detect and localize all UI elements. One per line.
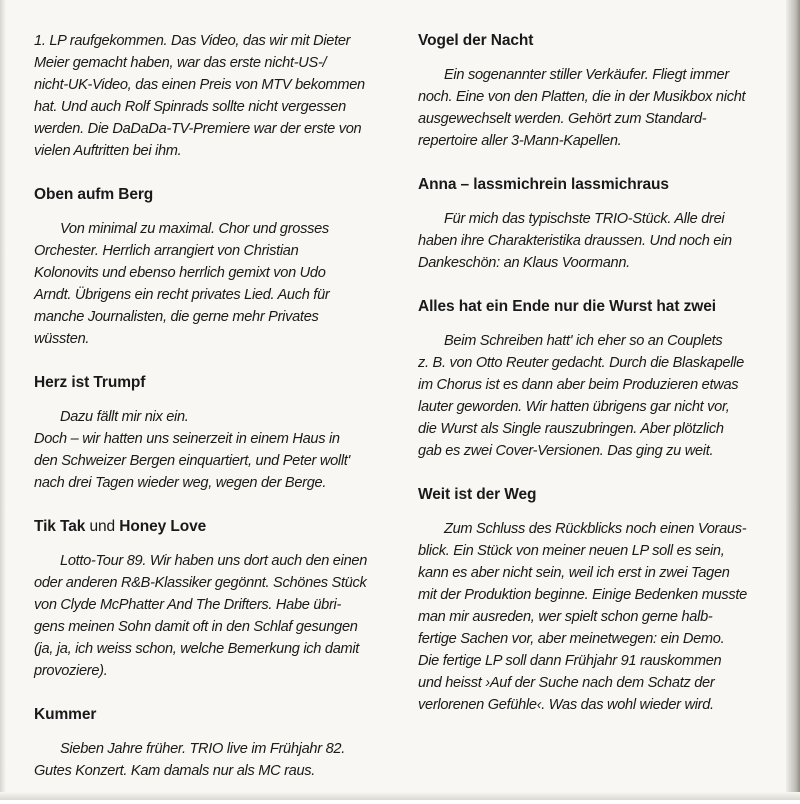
text-line: kann es aber nicht sein, weil ich erst in zwei Tagen <box>418 565 730 581</box>
intro-line: werden. Die DaDaDa-TV-Premiere war der erste von <box>34 121 362 137</box>
title-part-tik-tak: Tik Tak <box>34 518 86 535</box>
text-line: Lotto-Tour 89. Wir haben uns dort auch den einen <box>60 553 368 569</box>
text-line: verlorenen Gefühle‹. Was das wohl wieder wird. <box>418 697 714 713</box>
page-edge-left <box>0 0 6 800</box>
song-title-kummer: Kummer <box>34 706 97 723</box>
song-title-anna: Anna – lassmichrein lassmichraus <box>418 176 669 193</box>
text-line: Gutes Konzert. Kam damals nur als MC raus. <box>34 763 316 779</box>
text-line: mit der Produktion beginne. Einige Bedenken musste <box>418 587 747 603</box>
text-line: Ein sogenannter stiller Verkäufer. Fliegt immer <box>444 67 729 83</box>
text-line: nach drei Tagen wieder weg, wegen der Berge. <box>34 475 327 491</box>
song-text-kummer <box>34 738 386 782</box>
text-line: (ja, ja, ich weiss schon, welche Bemerkung ich damit <box>34 641 360 657</box>
text-line: Doch – wir hatten uns seinerzeit in einem Haus in <box>34 431 340 447</box>
song-title-tik-tak-honey-love <box>34 516 386 538</box>
intro-paragraph <box>34 30 386 162</box>
intro-line: Meier gemacht haben, war das erste nicht-US-/ <box>34 55 327 71</box>
song-title-weit-ist-der-weg: Weit ist der Weg <box>418 486 537 503</box>
text-line: gab es zwei Cover-Versionen. Das ging zu weit. <box>418 443 714 459</box>
text-line: provoziere). <box>34 663 108 679</box>
text-line: Arndt. Übrigens ein recht privates Lied. Auch für <box>34 287 330 303</box>
song-text-vogel-der-nacht <box>418 64 780 152</box>
text-line: repertoire aller 3-Mann-Kapellen. <box>418 133 622 149</box>
text-line: die Wurst als Single rauszubringen. Aber plötzlich <box>418 421 724 437</box>
left-column <box>34 30 386 804</box>
song-text-alles-hat-ein-ende <box>418 330 780 462</box>
text-line: blick. Ein Stück von meiner neuen LP soll es sein, <box>418 543 725 559</box>
song-title-herz-ist-trumpf: Herz ist Trumpf <box>34 374 146 391</box>
text-line: Zum Schluss des Rückblicks noch einen Voraus- <box>444 521 747 537</box>
text-line: Dazu fällt mir nix ein. <box>60 409 189 425</box>
title-part-honey-love: Honey Love <box>119 518 207 535</box>
song-text-herz-ist-trumpf <box>34 406 386 494</box>
text-line: Orchester. Herrlich arrangiert von Christian <box>34 243 299 259</box>
right-column <box>418 30 780 738</box>
song-text-tik-tak-honey-love <box>34 550 386 682</box>
text-line: lauter geworden. Wir hatten übrigens gar nicht vor, <box>418 399 730 415</box>
intro-line: vielen Auftritten bei ihm. <box>34 143 182 159</box>
text-line: Kolonovits und ebenso herrlich gemixt von Udo <box>34 265 326 281</box>
song-text-oben-aufm-berg <box>34 218 386 350</box>
intro-line: hat. Und auch Rolf Spinrads sollte nicht vergessen <box>34 99 346 115</box>
text-line: gens meinen Sohn damit oft in den Schlaf gesungen <box>34 619 358 635</box>
title-join-und: und <box>85 518 120 535</box>
text-line: Beim Schreiben hatt' ich eher so an Couplets <box>444 333 723 349</box>
song-title-alles-hat-ein-ende: Alles hat ein Ende nur die Wurst hat zwei <box>418 298 716 315</box>
page-edge-right <box>786 0 800 800</box>
text-line: ausgewechselt werden. Gehört zum Standard- <box>418 111 707 127</box>
song-text-weit-ist-der-weg <box>418 518 780 716</box>
text-line: von Clyde McPhatter And The Drifters. Habe übri- <box>34 597 342 613</box>
text-line: z. B. von Otto Reuter gedacht. Durch die Blaskapelle <box>418 355 744 371</box>
text-line: manche Journalisten, die gerne mehr Privates <box>34 309 319 325</box>
text-line: oder anderen R&B-Klassiker gegönnt. Schönes Stück <box>34 575 367 591</box>
text-line: Für mich das typischste TRIO-Stück. Alle drei <box>444 211 725 227</box>
text-line: im Chorus ist es dann aber beim Produzieren etwas <box>418 377 739 393</box>
text-line: wüssten. <box>34 331 90 347</box>
text-line: und heisst ›Auf der Suche nach dem Schatz der <box>418 675 715 691</box>
intro-line: 1. LP raufgekommen. Das Video, das wir mit Dieter <box>34 33 351 49</box>
song-text-anna <box>418 208 780 274</box>
song-title-vogel-der-nacht: Vogel der Nacht <box>418 32 534 49</box>
text-line: Dankeschön: an Klaus Voormann. <box>418 255 630 271</box>
text-line: Die fertige LP soll dann Frühjahr 91 rauskommen <box>418 653 722 669</box>
text-line: fertige Sachen vor, aber meinetwegen: ein Demo. <box>418 631 725 647</box>
intro-line: nicht-UK-Video, das einen Preis von MTV bekommen <box>34 77 365 93</box>
text-line: den Schweizer Bergen einquartiert, und Peter wollt' <box>34 453 351 469</box>
text-line: Von minimal zu maximal. Chor und grosses <box>60 221 329 237</box>
text-line: Sieben Jahre früher. TRIO live im Frühjahr 82. <box>60 741 345 757</box>
text-line: haben ihre Charakteristika draussen. Und noch ein <box>418 233 732 249</box>
text-line: noch. Eine von den Platten, die in der Musikbox nicht <box>418 89 746 105</box>
song-title-oben-aufm-berg: Oben aufm Berg <box>34 186 154 203</box>
text-line: man mir ausreden, wer spielt schon gerne halb- <box>418 609 713 625</box>
